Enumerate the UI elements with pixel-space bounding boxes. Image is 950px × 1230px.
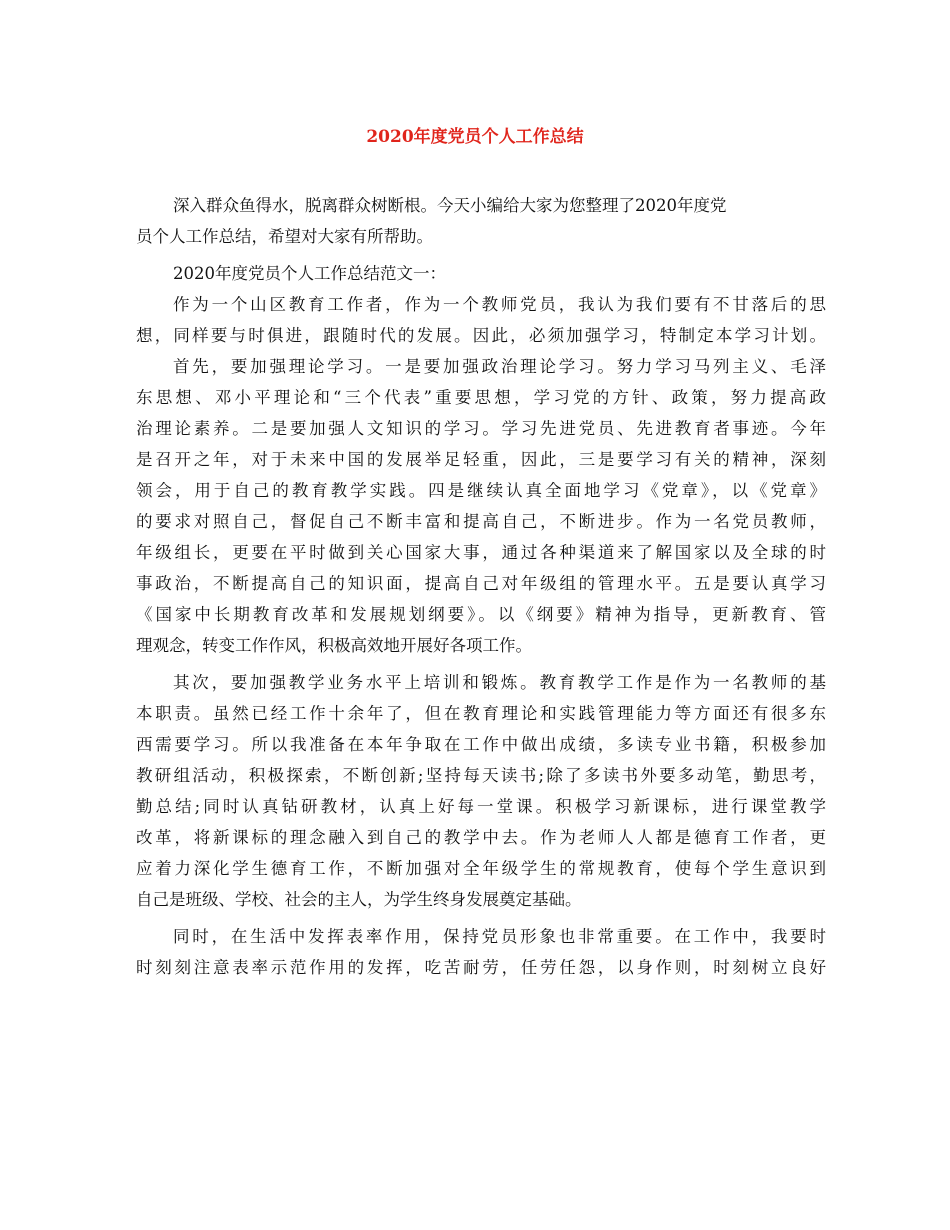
body-text-line: 《国家中长期教育改革和发展规划纲要》。以《纲要》精神为指导，更新教育、管 [136, 605, 826, 624]
body-text-line: 的要求对照自己，督促自己不断丰富和提高自己，不断进步。作为一名党员教师， [136, 512, 826, 531]
body-text-line: 治理论素养。二是要加强人文知识的学习。学习先进党员、先进教育者事迹。今年 [136, 419, 826, 438]
body-text-line: 首先，要加强理论学习。一是要加强政治理论学习。努力学习马列主义、毛泽 [173, 357, 826, 376]
body-text-line: 是召开之年，对于未来中国的发展举足轻重，因此，三是要学习有关的精神，深刻 [136, 450, 826, 469]
body-text-line: 事政治，不断提高自己的知识面，提高自己对年级组的管理水平。五是要认真学习 [136, 574, 826, 593]
body-text-line: 同时，在生活中发挥表率作用，保持党员形象也非常重要。在工作中，我要时 [173, 927, 826, 946]
body-text-line: 想，同样要与时俱进，跟随时代的发展。因此，必须加强学习，特制定本学习计划。 [136, 326, 826, 345]
body-text-line: 深入群众鱼得水，脱离群众树断根。今天小编给大家为您整理了2020年度党 [173, 196, 727, 215]
body-text-line: 西需要学习。所以我准备在本年争取在工作中做出成绩，多读专业书籍，积极参加 [136, 735, 826, 754]
body-text-line: 员个人工作总结，希望对大家有所帮助。 [136, 227, 433, 246]
body-text-line: 勤总结;同时认真钻研教材，认真上好每一堂课。积极学习新课标，进行课堂教学 [136, 797, 826, 816]
body-text-line: 年级组长，更要在平时做到关心国家大事，通过各种渠道来了解国家以及全球的时 [136, 543, 826, 562]
document-title: 2020年度党员个人工作总结 [366, 127, 584, 147]
body-text-line: 时刻刻注意表率示范作用的发挥，吃苦耐劳，任劳任怨，以身作则，时刻树立良好 [136, 958, 826, 977]
body-text-line: 其次，要加强教学业务水平上培训和锻炼。教育教学工作是作为一名教师的基 [173, 673, 826, 692]
body-text-line: 自己是班级、学校、社会的主人，为学生终身发展奠定基础。 [136, 890, 582, 909]
body-text-line: 改革，将新课标的理念融入到自己的教学中去。作为老师人人都是德育工作者，更 [136, 828, 826, 847]
body-text-line: 2020年度党员个人工作总结范文一： [173, 264, 446, 283]
body-text-line: 应着力深化学生德育工作，不断加强对全年级学生的常规教育，使每个学生意识到 [136, 859, 826, 878]
body-text-line: 理观念，转变工作作风，积极高效地开展好各项工作。 [136, 636, 532, 655]
body-text-line: 领会，用于自己的教育教学实践。四是继续认真全面地学习《党章》，以《党章》 [136, 481, 826, 500]
body-text-line: 作为一个山区教育工作者，作为一个教师党员，我认为我们要有不甘落后的思 [173, 295, 826, 314]
body-text-line: 教研组活动，积极探索，不断创新;坚持每天读书;除了多读书外要多动笔，勤思考， [136, 766, 826, 785]
body-text-line: 东思想、邓小平理论和“三个代表”重要思想，学习党的方针、政策，努力提高政 [136, 388, 826, 407]
document-body [136, 190, 826, 983]
body-text-line: 本职责。虽然已经工作十余年了，但在教育理论和实践管理能力等方面还有很多东 [136, 704, 826, 723]
